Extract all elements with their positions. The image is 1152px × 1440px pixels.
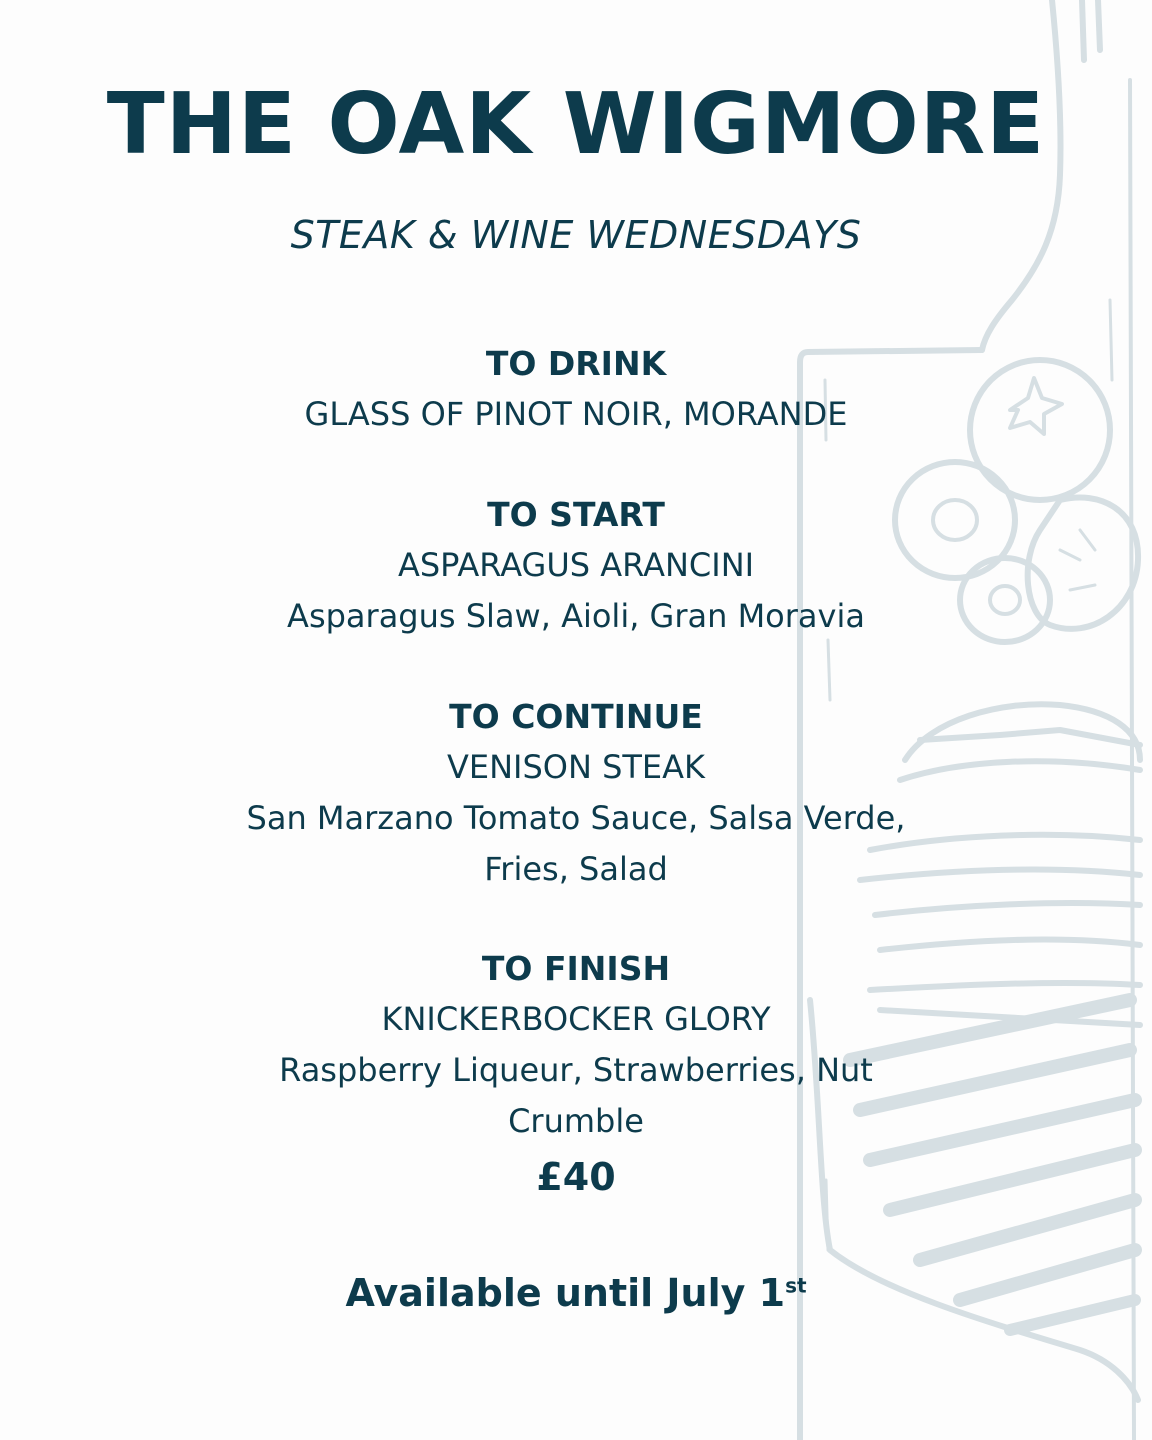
- section-to-continue: [150, 691, 1002, 895]
- section-to-finish: [150, 943, 1002, 1207]
- section-to-drink: [150, 338, 1002, 440]
- dish-name: VENISON STEAK: [446, 748, 706, 786]
- section-heading: TO FINISH: [481, 949, 671, 988]
- dish-details: Raspberry Liqueur, Strawberries, Nut: [279, 1051, 873, 1089]
- dish-name: KNICKERBOCKER GLORY: [381, 1000, 771, 1038]
- dish-details: Asparagus Slaw, Aioli, Gran Moravia: [287, 597, 865, 635]
- section-heading: TO CONTINUE: [449, 697, 703, 736]
- dish-details: Fries, Salad: [484, 850, 668, 888]
- section-heading: TO START: [487, 495, 665, 534]
- dish-details: San Marzano Tomato Sauce, Salsa Verde,: [246, 799, 906, 837]
- dish-name: ASPARAGUS ARANCINI: [397, 546, 755, 584]
- availability-text: Available until July 1: [345, 1271, 786, 1315]
- availability-note: [0, 1267, 1152, 1319]
- ordinal-suffix: st: [785, 1273, 807, 1298]
- menu-price: £40: [536, 1155, 616, 1199]
- section-to-start: [150, 489, 1002, 642]
- dish-name: GLASS OF PINOT NOIR, MORANDE: [304, 395, 848, 433]
- section-heading: TO DRINK: [485, 344, 667, 383]
- menu-name: STEAK & WINE WEDNESDAYS: [290, 213, 862, 257]
- restaurant-name: THE OAK WIGMORE: [106, 75, 1046, 174]
- dish-details: Crumble: [508, 1102, 644, 1140]
